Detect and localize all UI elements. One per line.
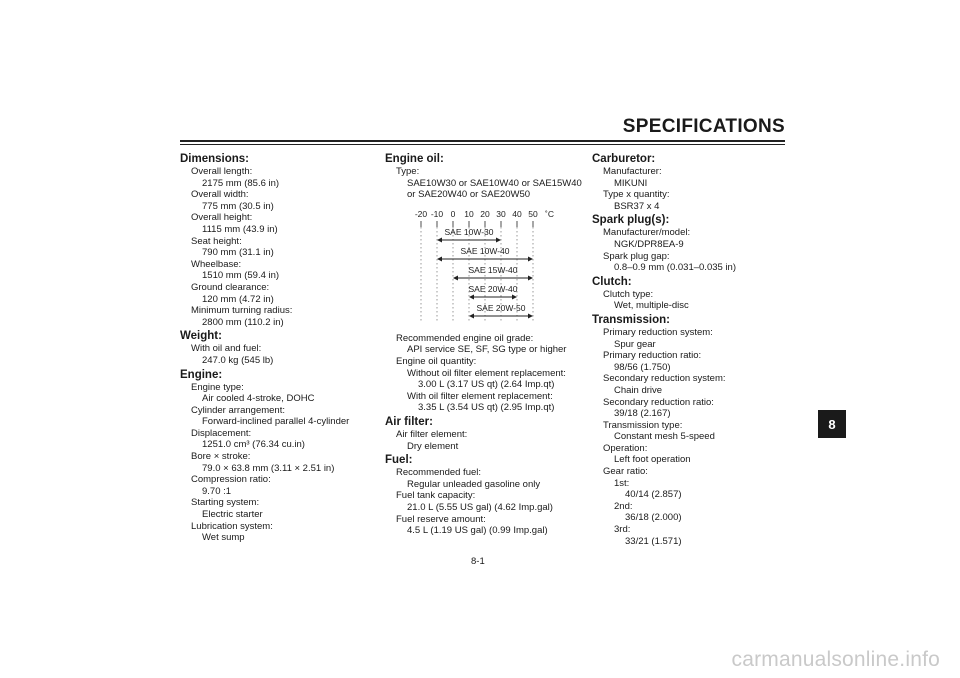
temp-tick-label: -10 [430, 208, 444, 219]
spec-line: Air filter element: [396, 428, 468, 440]
spec-line: Seat height: [191, 235, 242, 247]
spec-line: Manufacturer/model: [603, 227, 691, 239]
section-heading: Clutch: [592, 275, 632, 288]
section-heading: Engine oil: [385, 153, 444, 165]
header-rule-thin [180, 144, 785, 145]
spec-line: 9.70 :1 [202, 485, 232, 497]
section-heading: Transmission: [592, 313, 670, 326]
spec-line: or SAE20W40 or SAE20W50 [407, 189, 531, 201]
spec-line: Recommended fuel: [396, 467, 482, 479]
range-arrow-left [453, 275, 458, 280]
spec-line: Secondary reduction ratio: [603, 396, 714, 408]
section-heading: Engine: [180, 368, 223, 381]
range-arrow-right [496, 237, 501, 242]
section-heading: Fuel: [385, 454, 413, 467]
spec-line: Recommended engine oil grade: [396, 332, 534, 344]
spec-line: 1510 mm (59.4 in) [202, 270, 280, 282]
spec-line: Wet sump [202, 532, 245, 544]
page-number: 8-1 [471, 556, 485, 567]
spec-line: Fuel reserve amount: [396, 513, 486, 525]
spec-line: Spark plug gap: [603, 250, 670, 262]
spec-line: Type x quantity: [603, 189, 670, 201]
spec-line: 2175 mm (85.6 in) [202, 177, 280, 189]
spec-line: 3rd: [614, 524, 631, 536]
spec-line: Overall width: [191, 189, 249, 201]
section-heading: Air filter: [385, 415, 433, 428]
spec-line: 36/18 (2.000) [625, 512, 682, 524]
oil-grade-label: SAE 10W-40 [460, 245, 510, 256]
spec-line: 79.0 × 63.8 mm (3.11 × 2.51 in) [202, 462, 335, 474]
spec-line: MIKUNI [614, 177, 648, 189]
spec-line: Primary reduction ratio: [603, 350, 702, 362]
spec-line: 1251.0 cm³ (76.34 cu.in) [202, 439, 305, 451]
spec-line: Wet, multiple-disc [614, 300, 689, 312]
temp-tick-label: 10 [464, 208, 474, 219]
spec-line: Wheelbase: [191, 258, 242, 270]
spec-column-1 [180, 151, 380, 544]
temp-tick-label: 50 [528, 208, 538, 219]
watermark: carmanualsonline.info [731, 648, 940, 671]
spec-line: Overall height: [191, 212, 253, 224]
range-arrow-right [528, 256, 533, 261]
header-rule-thick [180, 140, 785, 142]
section-heading: Spark plug(s): [592, 214, 670, 227]
temp-unit: ˚C [545, 208, 554, 219]
spec-line: 1st: [614, 477, 630, 489]
spec-line: Without oil filter element replacement: [407, 367, 566, 379]
spec-line: Dry element [407, 440, 459, 452]
temp-tick-label: 30 [496, 208, 506, 219]
range-arrow-right [512, 294, 517, 299]
spec-line: Chain drive [614, 384, 663, 396]
spec-line: Clutch type: [603, 288, 654, 300]
spec-column-2 [385, 151, 585, 537]
spec-line: Secondary reduction system: [603, 373, 726, 385]
oil-grade-label: SAE 10W-30 [444, 226, 494, 237]
spec-line: 39/18 (2.167) [614, 408, 671, 420]
section-heading: Weight: [180, 330, 222, 343]
spec-line: Transmission type: [603, 419, 683, 431]
spec-line: Type: [396, 166, 420, 177]
spec-line: Lubrication system: [191, 520, 273, 532]
temp-tick-label: 40 [512, 208, 522, 219]
spec-line: Starting system: [191, 497, 260, 509]
spec-line: Cylinder arrangement: [191, 404, 285, 416]
spec-line: Fuel tank capacity: [396, 490, 476, 502]
spec-line: 775 mm (30.5 in) [202, 200, 274, 212]
spec-line: 40/14 (2.857) [625, 489, 682, 501]
spec-column-3 [592, 151, 792, 547]
spec-line: Electric starter [202, 509, 263, 521]
spec-line: NGK/DPR8EA-9 [614, 238, 684, 250]
spec-line: BSR37 x 4 [614, 200, 660, 212]
range-arrow-left [469, 313, 474, 318]
page-title: SPECIFICATIONS [622, 116, 785, 137]
spec-line: Bore × stroke: [191, 451, 251, 463]
spec-line: Engine oil quantity: [396, 355, 477, 367]
temp-tick-label: 20 [480, 208, 490, 219]
spec-line: 790 mm (31.1 in) [202, 247, 274, 259]
spec-line: 1115 mm (43.9 in) [202, 223, 278, 235]
spec-line: 3.35 L (3.54 US qt) (2.95 Imp.qt) [418, 402, 555, 414]
range-arrow-left [437, 256, 442, 261]
spec-line: 2800 mm (110.2 in) [202, 316, 284, 328]
oil-grade-label: SAE 15W-40 [468, 264, 518, 275]
spec-line: 21.0 L (5.55 US gal) (4.62 Imp.gal) [407, 501, 553, 513]
spec-line: Regular unleaded gasoline only [407, 478, 541, 490]
spec-line: Overall length: [191, 166, 253, 177]
spec-line: Compression ratio: [191, 474, 271, 486]
spec-line: Ground clearance: [191, 281, 270, 293]
spec-line: Constant mesh 5-speed [614, 431, 715, 443]
spec-line: API service SE, SF, SG type or higher [407, 344, 567, 356]
spec-line: 0.8–0.9 mm (0.031–0.035 in) [614, 262, 736, 274]
section-tab[interactable]: 8 [818, 410, 846, 438]
oil-grade-label: SAE 20W-40 [468, 283, 518, 294]
range-arrow-left [469, 294, 474, 299]
range-arrow-left [437, 237, 442, 242]
section-heading: Carburetor: [592, 153, 656, 165]
oil-viscosity-chart [385, 205, 575, 327]
engine-oil-bottom [385, 333, 585, 537]
spec-line: Engine type: [191, 381, 244, 393]
spec-line: With oil and fuel: [191, 343, 262, 355]
spec-line: 98/56 (1.750) [614, 361, 671, 373]
spec-line: Forward-inclined parallel 4-cylinder [202, 416, 350, 428]
spec-line: 33/21 (1.571) [625, 535, 682, 547]
spec-line: SAE10W30 or SAE10W40 or SAE15W40 [407, 177, 582, 189]
spec-line: 247.0 kg (545 lb) [202, 354, 274, 366]
temp-tick-label: -20 [414, 208, 428, 219]
spec-line: Left foot operation [614, 454, 691, 466]
spec-line: Minimum turning radius: [191, 305, 293, 317]
range-arrow-right [528, 275, 533, 280]
range-arrow-right [528, 313, 533, 318]
spec-line: 120 mm (4.72 in) [202, 293, 274, 305]
spec-line: Gear ratio: [603, 466, 648, 478]
engine-oil-top [385, 152, 585, 201]
oil-grade-label: SAE 20W-50 [476, 302, 526, 313]
spec-line: Displacement: [191, 427, 252, 439]
spec-line: 3.00 L (3.17 US qt) (2.64 Imp.qt) [418, 379, 555, 391]
temp-tick-label: 0 [450, 208, 456, 219]
spec-line: Air cooled 4-stroke, DOHC [202, 393, 315, 405]
spec-line: Primary reduction system: [603, 326, 713, 338]
spec-line: Spur gear [614, 338, 656, 350]
spec-line: 2nd: [614, 500, 633, 512]
spec-line: 4.5 L (1.19 US gal) (0.99 Imp.gal) [407, 525, 548, 537]
section-heading: Dimensions: [180, 153, 250, 165]
spec-line: Manufacturer: [603, 166, 662, 177]
spec-line: With oil filter element replacement: [407, 390, 553, 402]
spec-line: Operation: [603, 442, 648, 454]
